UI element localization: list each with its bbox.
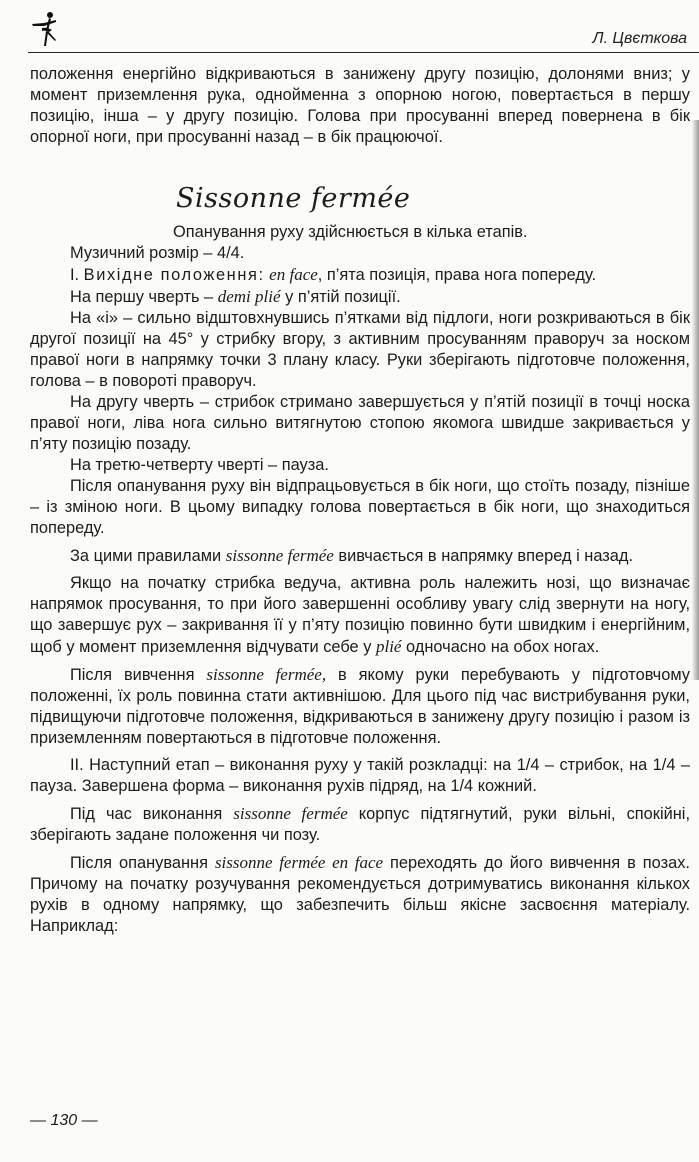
paragraph: положення енергійно відкриваються в занижену другу позицію, долонями вниз; у момент приземлення рука, однойменна з опорною ногою, повертається в першу позицію, інша – у другу позицію. Голова при просуванні вперед повернена в бік опорної ноги, при просуванні назад – в бік працюючої. (30, 65, 690, 146)
section-title: Sissonne fermée (176, 183, 411, 214)
paragraph: На третю-четверту чверті – пауза. (70, 456, 329, 474)
header-rule (28, 52, 699, 53)
paragraph: І. Вихідне положення: en face, п’ята позиція, права нога попереду. (70, 265, 597, 284)
page-body (30, 64, 690, 937)
paragraph: Якщо на початку стрибка ведуча, активна роль належить нозі, що визначає напрямок просування, то при його завершенні особливу увагу слід звернути на ногу, що завершує рух – закривання її у п’яту позицію повинно бути швидким і енергійним, щоб у момент приземлення відчувати себе у plié одночасно на обох ногах. (30, 574, 690, 656)
ballerina-icon (30, 10, 60, 48)
paragraph: ІІ. Наступний етап – виконання руху у такій розкладці: на 1/4 – стрибок, на 1/4 – пауза. Завершена форма – виконання рухів підряд, на 1/4 кожний. (30, 756, 690, 795)
paragraph: Музичний розмір – 4/4. (70, 244, 245, 262)
page-header (0, 0, 699, 60)
paragraph: Після вивчення sissonne fermée, в якому руки перебувають у підготовчому положенні, їх роль повинна стати активнішою. Для цього під час вистрибування руки, підвищуючи підготовче положення, відкриваються в занижену другу позицію і разом із приземленням повертаються в підготовче положення. (30, 665, 690, 747)
paragraph: На «і» – сильно відштовхнувшись п’ятками від підлоги, ноги розкриваються в бік другої позиції на 45° у стрибку вгору, з активним просуванням праворуч за носком правої ноги в напрямку точки 3 плану класу. Руки зберігають підготовче положення, голова – в повороті праворуч. (30, 309, 690, 390)
paragraph: На першу чверть – demi plié у п’ятій позиції. (70, 287, 401, 306)
paragraph: Опанування руху здійснюється в кілька етапів. (173, 223, 528, 241)
paragraph: Після опанування руху він відпрацьовується в бік ноги, що стоїть позаду, пізніше – із зміною ноги. В цьому випадку голова повертається в бік ноги, що знаходиться попереду. (30, 477, 690, 537)
paragraph: За цими правилами sissonne fermée вивчається в напрямку вперед і назад. (70, 546, 634, 565)
paragraph: На другу чверть – стрибок стримано завершується у п’ятій позиції в точці носка правої ноги, ліва нога сильно витягнутою стопою якомога швидше закривається у п’яту позицію позаду. (30, 393, 690, 453)
paragraph: Після опанування sissonne fermée en face переходять до його вивчення в позах. Причому на початку розучування рекомендується дотримуватись виконання кількох рухів в одному напрямку, що забезпечить більш якісне засвоєння матеріалу. Наприклад: (30, 853, 690, 935)
page-edge-shadow (692, 120, 699, 680)
paragraph: Під час виконання sissonne fermée корпус підтягнутий, руки вільні, спокійні, зберігають задане положення чи позу. (30, 804, 690, 844)
running-header-author: Л. Цвєткова (592, 30, 687, 47)
page-number: — 130 — (30, 1112, 98, 1129)
